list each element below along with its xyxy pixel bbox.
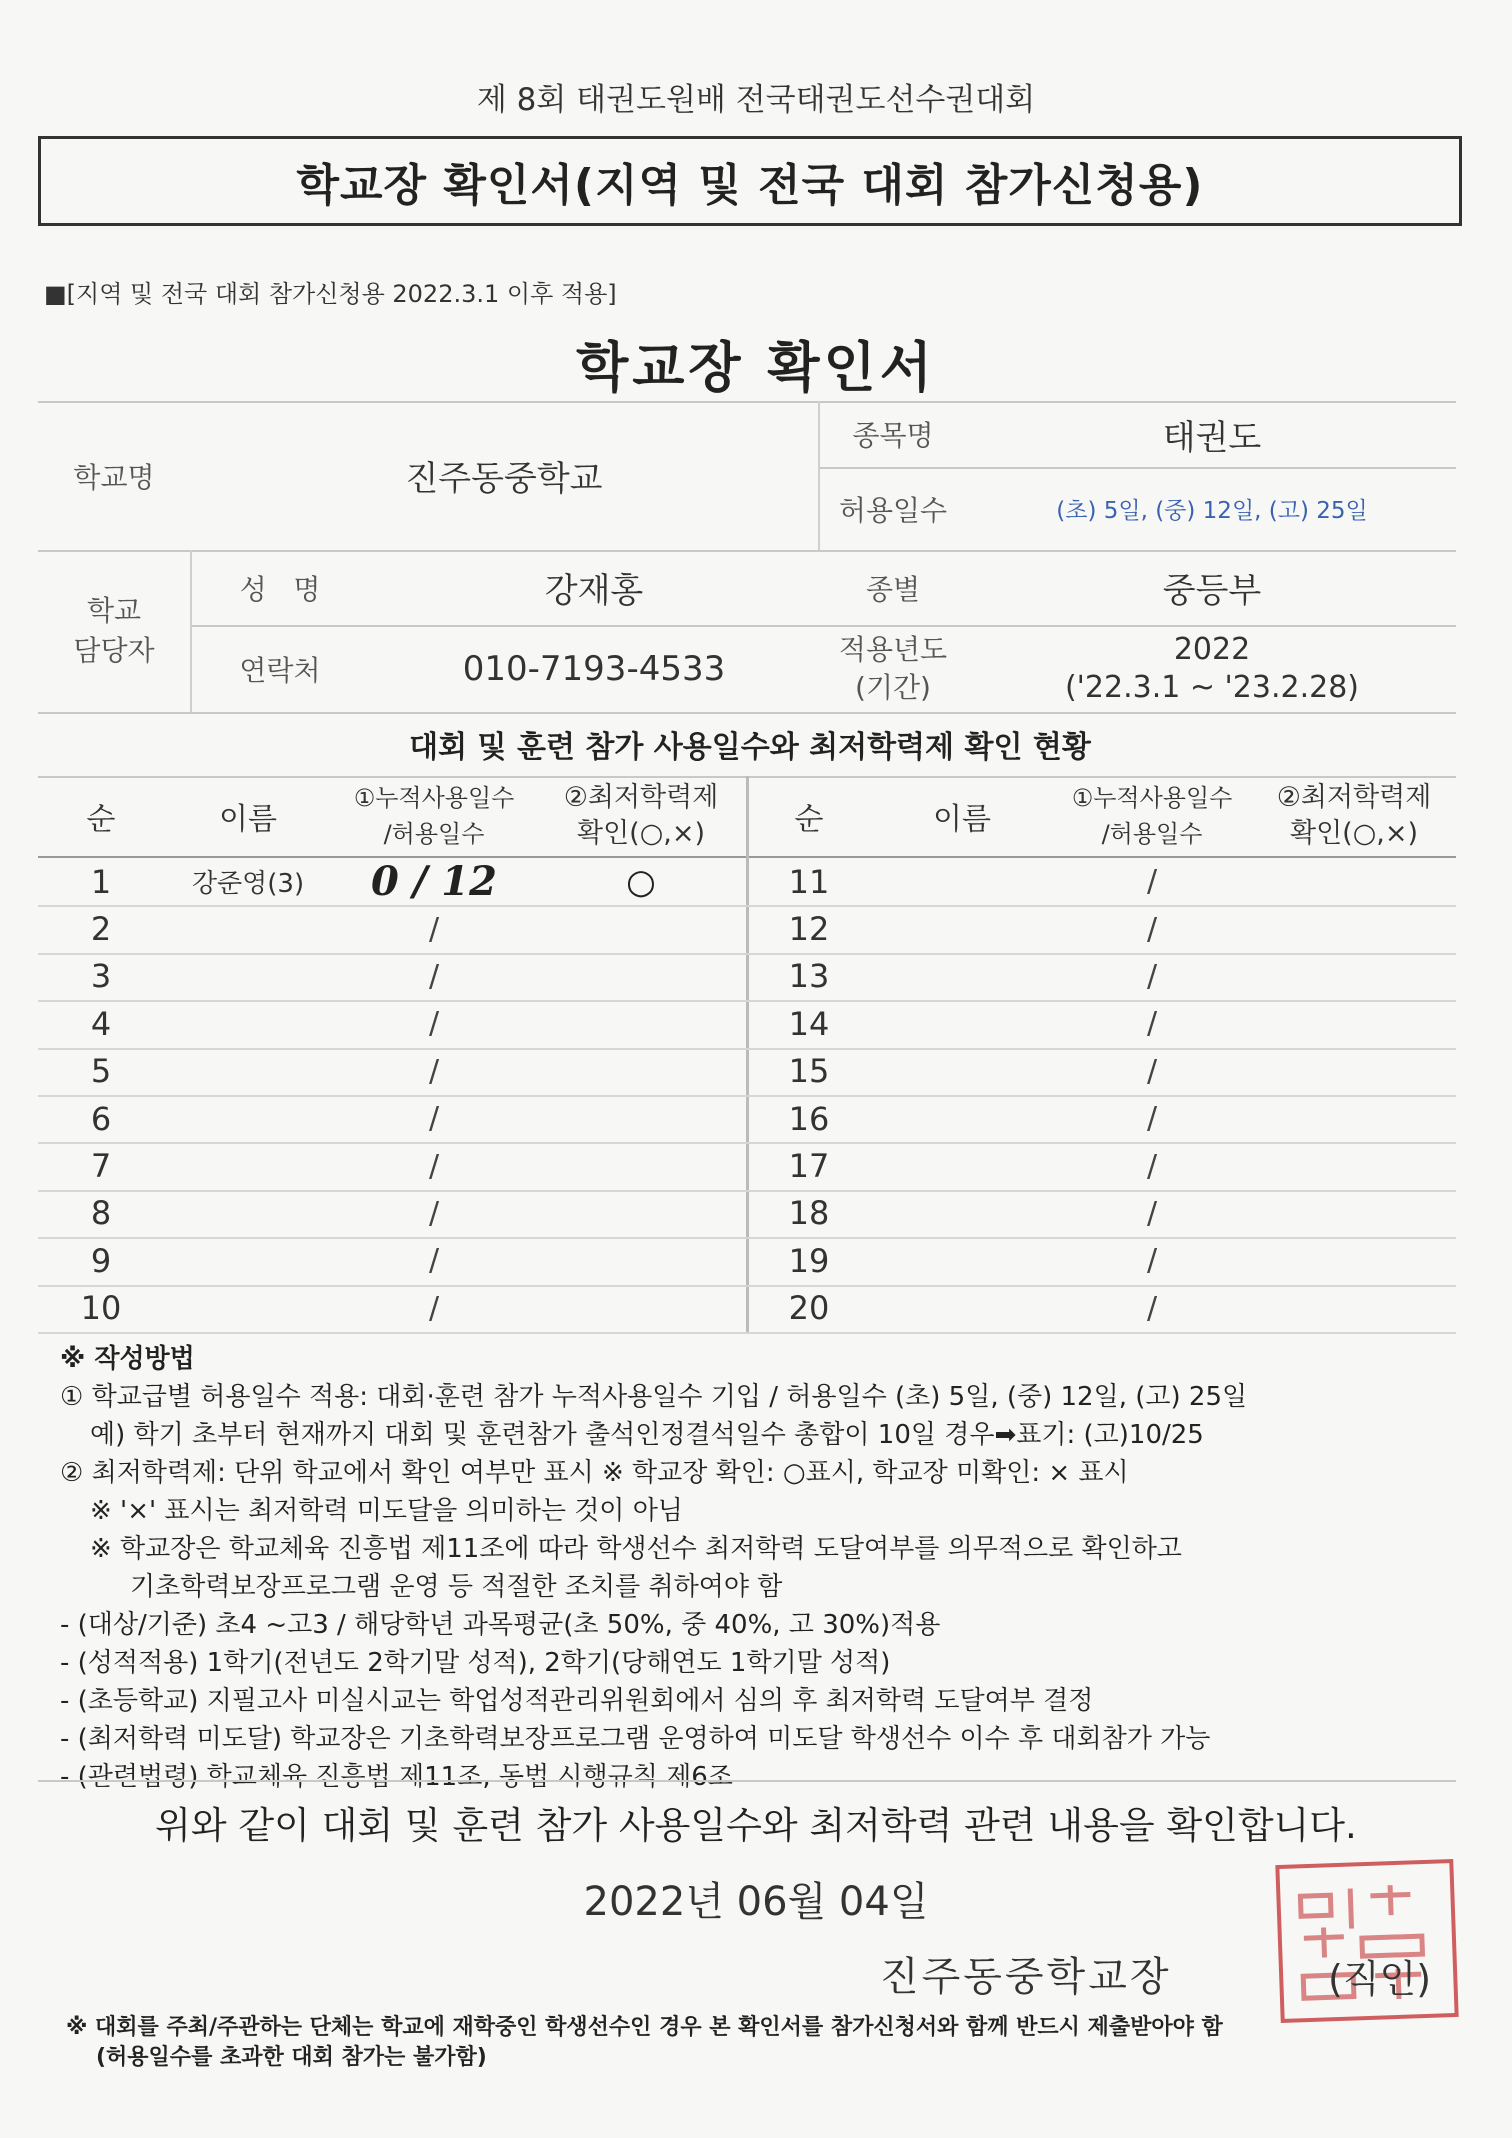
table-cell-check: [1252, 1190, 1456, 1237]
col-no-left: 순: [86, 802, 116, 837]
notes-line-4: ※ '×' 표시는 최저학력 미도달을 의미하는 것이 아님: [90, 1496, 683, 1526]
table-cell-days: /: [428, 958, 440, 994]
notes-line-3: ② 최저학력제: 단위 학교에서 확인 여부만 표시 ※ 학교장 확인: ○표시, 학교장 미확인: × 표시: [60, 1458, 1129, 1488]
manager-label-line2: 담당자: [73, 634, 155, 667]
table-cell-no: 20: [788, 1289, 830, 1328]
table-cell-name: [164, 1285, 332, 1332]
table-cell-check: [1252, 1237, 1456, 1284]
school-label: 학교명: [73, 460, 155, 494]
signer-name: 진주동중학교장: [880, 1954, 1172, 2000]
notes-line-6: 기초학력보장프로그램 운영 등 적절한 조치를 취하여야 함: [130, 1572, 783, 1602]
name-value: 강재홍: [544, 571, 644, 611]
table-cell-check: [1252, 1285, 1456, 1332]
table-cell-days: /: [1146, 1290, 1158, 1326]
table-cell-name: [872, 858, 1052, 905]
info-rule-5: [38, 712, 1456, 714]
table-cell-days: /: [428, 1006, 440, 1042]
col-name-left: 이름: [219, 802, 277, 837]
table-cell-days: /: [1146, 864, 1158, 900]
year-label-line1: 적용년도: [838, 632, 948, 666]
table-cell-no: 11: [788, 862, 830, 901]
notes-line-7: - (대상/기준) 초4 ~고3 / 해당학년 과목평균(초 50%, 중 40%, 고 30%)적용: [60, 1610, 941, 1640]
table-cell-no: 6: [90, 1099, 112, 1138]
table-cell-days: /: [428, 1243, 440, 1279]
year-label: [818, 625, 968, 712]
table-cell-check: [536, 1048, 746, 1095]
year-value-line2: ('22.3.1 ~ '23.2.28): [1064, 669, 1360, 705]
table-cell-days: /: [1146, 1006, 1158, 1042]
confirm-date: 2022년 06월 04일: [583, 1879, 929, 1925]
table-cell-check: [536, 905, 746, 952]
table-cell-no: 18: [788, 1194, 830, 1233]
table-cell-check: [536, 1095, 746, 1142]
col-days-right-line1: ①누적사용일수: [1071, 784, 1233, 812]
sport-value: 태권도: [1162, 417, 1262, 458]
col-check-left: [536, 776, 746, 856]
table-cell-check: [536, 1142, 746, 1189]
table-cell-no: 4: [90, 1004, 112, 1043]
table-cell-no: 2: [90, 910, 112, 949]
col-days-left-line1: ①누적사용일수: [353, 784, 515, 812]
contact-value: 010-7193-4533: [462, 648, 726, 689]
col-check-right-line2: 확인(○,×): [1290, 818, 1418, 849]
table-cell-name: [872, 1142, 1052, 1189]
row-rule: [38, 1332, 1456, 1334]
table-cell-check: ○: [626, 861, 656, 902]
col-no-right: 순: [794, 802, 824, 837]
col-days-right: [1052, 776, 1252, 856]
table-cell-check: [1252, 858, 1456, 905]
table-cell-days: /: [1146, 958, 1158, 994]
table-cell-name: [164, 905, 332, 952]
table-cell-no: 13: [788, 957, 830, 996]
table-cell-days: /: [1146, 1148, 1158, 1184]
notes-line-11: - (관련법령) 학교체육 진흥법 제11조, 동법 시행규칙 제6조: [60, 1762, 733, 1792]
col-check-right: [1252, 776, 1456, 856]
footer-note-2: (허용일수를 초과한 대회 참가는 불가함): [96, 2045, 487, 2070]
division-label: 종별: [865, 572, 921, 606]
table-cell-no: 15: [788, 1052, 830, 1091]
sport-label: 종목명: [852, 419, 934, 452]
allowed-days-label: 허용일수: [838, 493, 948, 527]
table-cell-check: [1252, 1095, 1456, 1142]
table-cell-check: [536, 1237, 746, 1284]
table-cell-name: [164, 953, 332, 1000]
year-value: [968, 625, 1456, 712]
table-cell-check: [536, 953, 746, 1000]
table-cell-name: [872, 1285, 1052, 1332]
col-check-right-line1: ②최저학력제: [1276, 782, 1432, 813]
table-cell-check: [536, 1000, 746, 1047]
table-cell-name: [164, 1190, 332, 1237]
table-cell-check: [1252, 1000, 1456, 1047]
col-days-left-line2: /허용일수: [383, 820, 485, 848]
table-cell-check: [536, 1285, 746, 1332]
table-cell-name: [164, 1000, 332, 1047]
table-cell-days: /: [428, 1101, 440, 1137]
notes-line-5: ※ 학교장은 학교체육 진흥법 제11조에 따라 학생선수 최저학력 도달여부를 의무적으로 확인하고: [90, 1534, 1182, 1564]
table-cell-days: /: [1146, 1243, 1158, 1279]
table-cell-no: 9: [90, 1241, 112, 1280]
name-label: 성 명: [239, 572, 321, 606]
footer-note-1: ※ 대회를 주최/주관하는 단체는 학교에 재학중인 학생선수인 경우 본 확인서를 참가신청서와 함께 반드시 제출받아야 함: [66, 2015, 1223, 2040]
table-cell-name: [872, 953, 1052, 1000]
table-cell-no: 10: [80, 1289, 122, 1328]
table-cell-check: [1252, 1142, 1456, 1189]
manager-label-line1: 학교: [86, 594, 142, 627]
notes-line-10: - (최저학력 미도달) 학교장은 기초학력보장프로그램 운영하여 미도달 학생선수 이수 후 대회참가 가능: [60, 1724, 1211, 1754]
table-cell-no: 12: [788, 910, 830, 949]
table-cell-name: [872, 1190, 1052, 1237]
col-days-left: [332, 776, 536, 856]
contact-label: 연락처: [239, 653, 321, 687]
table-cell-days: /: [428, 1053, 440, 1089]
year-label-line2: (기간): [855, 670, 931, 704]
table-cell-days: /: [428, 1290, 440, 1326]
col-name-right: 이름: [933, 802, 991, 837]
status-title: 대회 및 훈련 참가 사용일수와 최저학력제 확인 현황: [409, 730, 1091, 765]
table-cell-no: 17: [788, 1147, 830, 1186]
confirm-statement: 위와 같이 대회 및 훈련 참가 사용일수와 최저학력 관련 내용을 확인합니다.: [155, 1804, 1357, 1847]
doc-title: 학교장 확인서: [576, 336, 936, 399]
table-cell-days: /: [1146, 1053, 1158, 1089]
manager-label: [38, 550, 190, 712]
title-box: [38, 136, 1462, 226]
table-cell-no: 16: [788, 1099, 830, 1138]
table-cell-name: [164, 1142, 332, 1189]
table-cell-no: 7: [90, 1147, 112, 1186]
table-cell-name: [164, 1237, 332, 1284]
table-cell-name: [872, 1000, 1052, 1047]
year-value-line1: 2022: [1173, 631, 1251, 667]
col-check-left-line2: 확인(○,×): [577, 818, 705, 849]
table-cell-days: /: [428, 911, 440, 947]
division-value: 중등부: [1162, 571, 1262, 611]
table-cell-check: [1252, 905, 1456, 952]
col-days-right-line2: /허용일수: [1101, 820, 1203, 848]
table-cell-no: 14: [788, 1004, 830, 1043]
table-cell-days: /: [428, 1148, 440, 1184]
col-check-left-line1: ②최저학력제: [563, 782, 719, 813]
notes-block: [60, 1340, 1460, 1796]
table-cell-no: 3: [90, 957, 112, 996]
table-cell-name: [872, 1237, 1052, 1284]
table-cell-name: 강준영(3): [191, 869, 305, 900]
table-cell-check: [1252, 1048, 1456, 1095]
notes-line-9: - (초등학교) 지필고사 미실시교는 학업성적관리위원회에서 심의 후 최저학력 도달여부 결정: [60, 1686, 1094, 1716]
sub-note: ■[지역 및 전국 대회 참가신청용 2022.3.1 이후 적용]: [44, 280, 617, 308]
box-title: 학교장 확인서(지역 및 전국 대회 참가신청용): [296, 160, 1204, 211]
table-cell-no: 5: [90, 1052, 112, 1091]
notes-line-1: ① 학교급별 허용일수 적용: 대회·훈련 참가 누적사용일수 기입 / 허용일수 (초) 5일, (중) 12일, (고) 25일: [60, 1382, 1248, 1412]
table-cell-no: 1: [90, 862, 112, 901]
table-cell-days: /: [1146, 1195, 1158, 1231]
table-cell-days: /: [1146, 911, 1158, 947]
table-cell-days: /: [428, 1195, 440, 1231]
table-cell-no: 8: [90, 1194, 112, 1233]
allowed-days-value: (초) 5일, (중) 12일, (고) 25일: [1056, 498, 1368, 524]
notes-line-8: - (성적적용) 1학기(전년도 2학기말 성적), 2학기(당해연도 1학기말 성적): [60, 1648, 891, 1678]
table-cell-check: [1252, 953, 1456, 1000]
table-cell-no: 19: [788, 1241, 830, 1280]
notes-heading: ※ 작성방법: [60, 1344, 195, 1374]
table-cell-name: [872, 1048, 1052, 1095]
seal-label: (직인): [1328, 1957, 1432, 2001]
table-cell-check: [536, 1190, 746, 1237]
table-cell-name: [164, 1095, 332, 1142]
event-title: 제 8회 태권도원배 전국태권도선수권대회: [476, 82, 1036, 118]
notes-line-2: 예) 학기 초부터 현재까지 대회 및 훈련참가 출석인정결석일수 총합이 10일 경우➡표기: (고)10/25: [90, 1420, 1204, 1450]
table-cell-name: [872, 1095, 1052, 1142]
table-cell-name: [872, 905, 1052, 952]
table-cell-name: [164, 1048, 332, 1095]
table-cell-days: 0 / 12: [371, 858, 497, 906]
notes-bottom-rule: [38, 1780, 1456, 1782]
school-value: 진주동중학교: [405, 459, 603, 499]
table-cell-days: /: [1146, 1101, 1158, 1137]
